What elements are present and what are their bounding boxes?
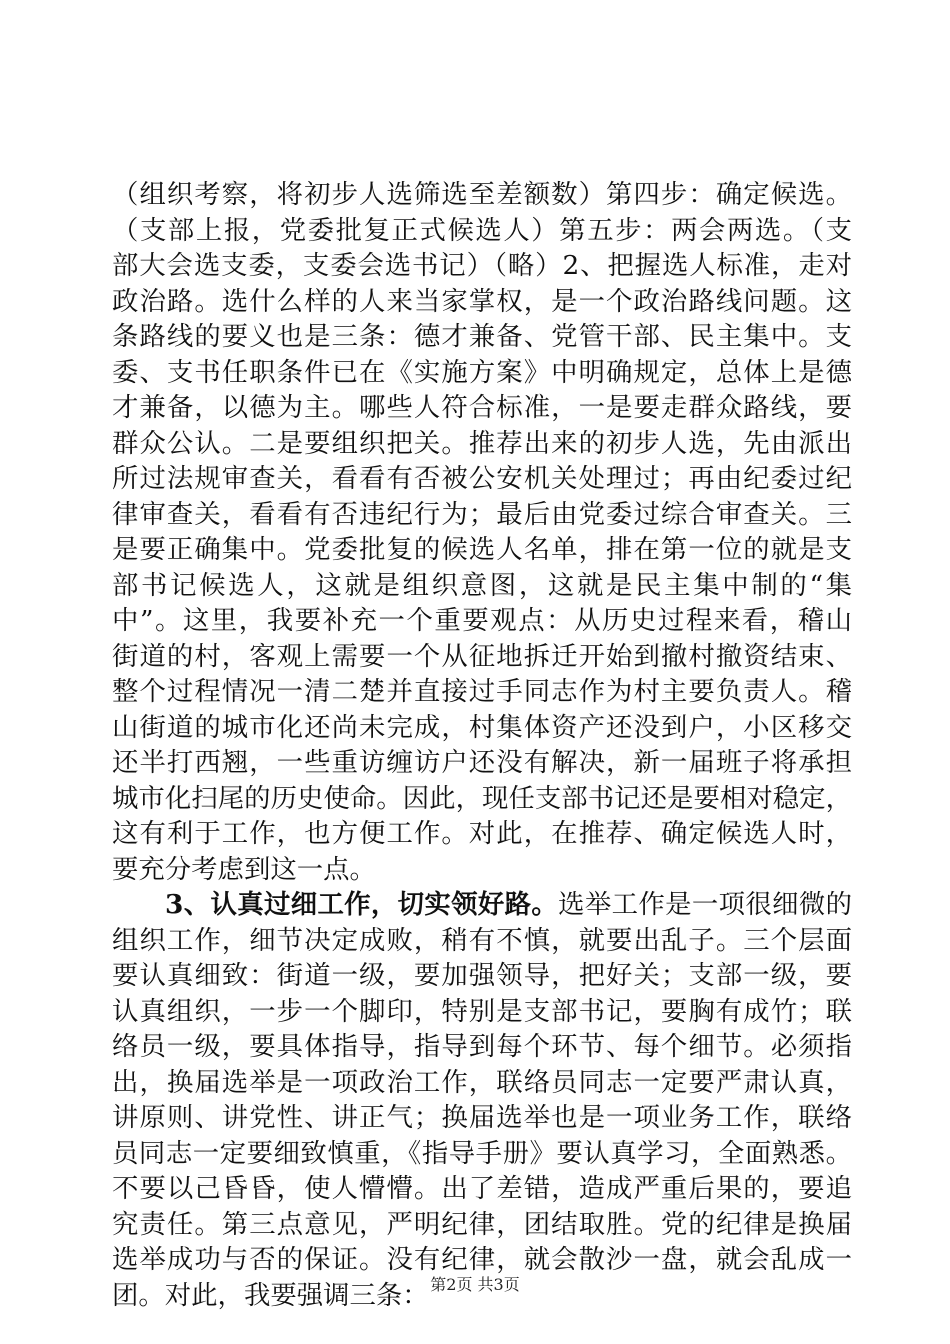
text-line: 究责任。第三点意见，严明纪律，团结取胜。党的纪律是换届 [112,1208,852,1240]
text-line: 山街道的城市化还尚未完成，村集体资产还没到户，小区移交 [112,711,852,743]
text-line: 讲原则、讲党性、讲正气；换届选举也是一项业务工作，联络 [112,1102,852,1133]
text-line: 街道的村，客观上需要一个从征地拆迁开始到撤村撤资结束、 [112,640,852,672]
text-line: 所过法规审查关，看看有否被公安机关处理过；再由纪委过纪 [112,463,852,494]
text-line: （支部上报，党委批复正式候选人）第五步：两会两选。（支 [112,214,852,246]
body-text [112,177,852,1313]
text-line: 城市化扫尾的历史使命。因此，现任支部书记还是要相对稳定， [112,782,852,814]
text-line: 中”。这里，我要补充一个重要观点：从历史过程来看，稽山 [112,605,852,636]
text-line: 要认真细致：街道一级，要加强领导，把好关；支部一级，要 [112,960,852,991]
text-line: 这有利于工作，也方便工作。对此，在推荐、确定候选人时， [112,818,852,849]
text-fragment: 选举工作是一项很细微的 [558,889,852,920]
text-line: 才兼备，以德为主。哪些人符合标准，一是要走群众路线，要 [112,392,852,423]
text-line: 还半打西翘，一些重访缠访户还没有解决，新一届班子将承担 [112,747,852,778]
text-line: 出，换届选举是一项政治工作，联络员同志一定要严肃认真， [112,1066,852,1098]
text-line: 选举成功与否的保证。没有纪律，就会散沙一盘，就会乱成一 [112,1244,852,1275]
page-number: 第2页 共3页 [430,1275,520,1294]
text-line: 委、支书任职条件已在《实施方案》中明确规定，总体上是德 [112,356,852,388]
text-line: 是要正确集中。党委批复的候选人名单，排在第一位的就是支 [112,534,852,565]
text-line: 部书记候选人，这就是组织意图，这就是民主集中制的“集 [112,569,852,601]
paragraph-heading-line [112,887,852,923]
paragraph-heading: 3、认真过细工作，切实领好路。 [165,889,559,920]
text-line: 条路线的要义也是三条：德才兼备、党管干部、民主集中。支 [112,321,852,352]
text-line: 要充分考虑到这一点。 [112,853,376,885]
text-line: 群众公认。二是要组织把关。推荐出来的初步人选，先由派出 [112,427,852,459]
text-line: 整个过程情况一清二楚并直接过手同志作为村主要负责人。稽 [112,676,852,707]
text-line: 员同志一定要细致慎重，《指导手册》要认真学习，全面熟悉。 [112,1137,852,1169]
text-line: 络员一级，要具体指导，指导到每个环节、每个细节。必须指 [112,1031,852,1062]
text-line: 律审查关，看看有否违纪行为；最后由党委过综合审查关。三 [112,498,852,530]
text-line: 团。对此，我要强调三条： [112,1279,429,1311]
text-line: 政治路。选什么样的人来当家掌权，是一个政治路线问题。这 [112,285,852,317]
text-line: 部大会选支委，支委会选书记）（略）2、把握选人标准，走对 [112,250,852,281]
text-line: （组织考察，将初步人选筛选至差额数）第四步：确定候选。 [112,179,852,210]
text-line: 组织工作，细节决定成败，稍有不慎，就要出乱子。三个层面 [112,924,852,956]
text-line: 不要以己昏昏，使人懵懵。出了差错，造成严重后果的，要追 [112,1173,852,1204]
text-line: 认真组织，一步一个脚印，特别是支部书记，要胸有成竹；联 [112,995,852,1027]
